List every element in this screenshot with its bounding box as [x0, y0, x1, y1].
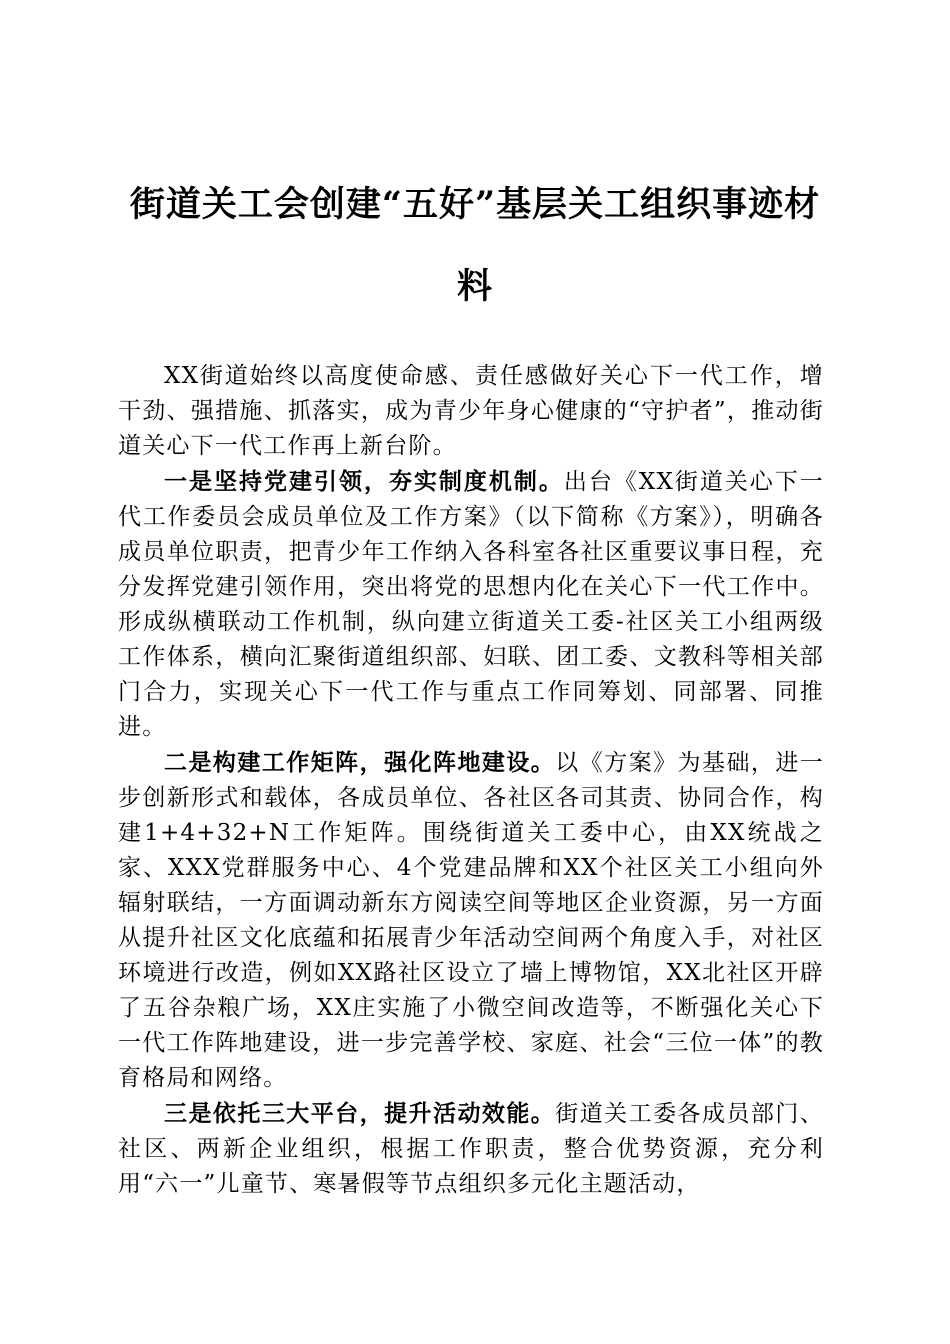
paragraph-lead: 二是构建工作矩阵，强化阵地建设。	[164, 749, 556, 776]
paragraph-work-matrix	[118, 745, 824, 1096]
document-title: 街道关工会创建“五好”基层关工组织事迹材料	[129, 184, 821, 307]
paragraph-text: 街道关工委各成员部门、社区、两新企业组织，根据工作职责，整合优势资源，充分利用“六一”儿童节、寒暑假等节点组织多元化主题活动，	[118, 1101, 825, 1197]
paragraph-text: 出台《XX街道关心下一代工作委员会成员单位及工作方案》（以下简称《方案》），明确各成员单位职责，把青少年工作纳入各科室各社区重要议事日程，充分发挥党建引领作用，突出将党的思想内化在关心下一代工作中。形成纵横联动工作机制，纵向建立街道关工委-社区关工小组两级工作体系，横向汇聚街道组织部、妇联、团工委、文教科等相关部门合力，实现关心下一代工作与重点工作同筹划、同部署、同推进。	[118, 469, 824, 740]
document-body	[118, 358, 824, 1202]
paragraph-text: 以《方案》为基础，进一步创新形式和载体，各成员单位、各社区各司其责、协同合作，构建1+4+32+N工作矩阵。围绕街道关工委中心，由XX统战之家、XXX党群服务中心、4个党建品牌和XX个社区关工小组向外辐射联结，一方面调动新东方阅读空间等地区企业资源，另一方面从提升社区文化底蕴和拓展青少年活动空间两个角度入手，对社区环境进行改造，例如XX路社区设立了墙上博物馆，XX北社区开辟了五谷杂粮广场，XX庄实施了小微空间改造等，不断强化关心下一代工作阵地建设，进一步完善学校、家庭、社会“三位一体”的教育格局和网络。	[118, 750, 825, 1091]
paragraph-intro	[118, 358, 824, 464]
paragraph-party-building	[118, 464, 824, 745]
paragraph-platforms	[118, 1096, 824, 1202]
paragraph-text: XX街道始终以高度使命感、责任感做好关心下一代工作，增干劲、强措施、抓落实，成为青少年身心健康的“守护者”，推动街道关心下一代工作再上新台阶。	[118, 363, 824, 459]
paragraph-lead: 三是依托三大平台，提升活动效能。	[164, 1100, 556, 1127]
paragraph-lead: 一是坚持党建引领，夯实制度机制。	[164, 468, 564, 495]
